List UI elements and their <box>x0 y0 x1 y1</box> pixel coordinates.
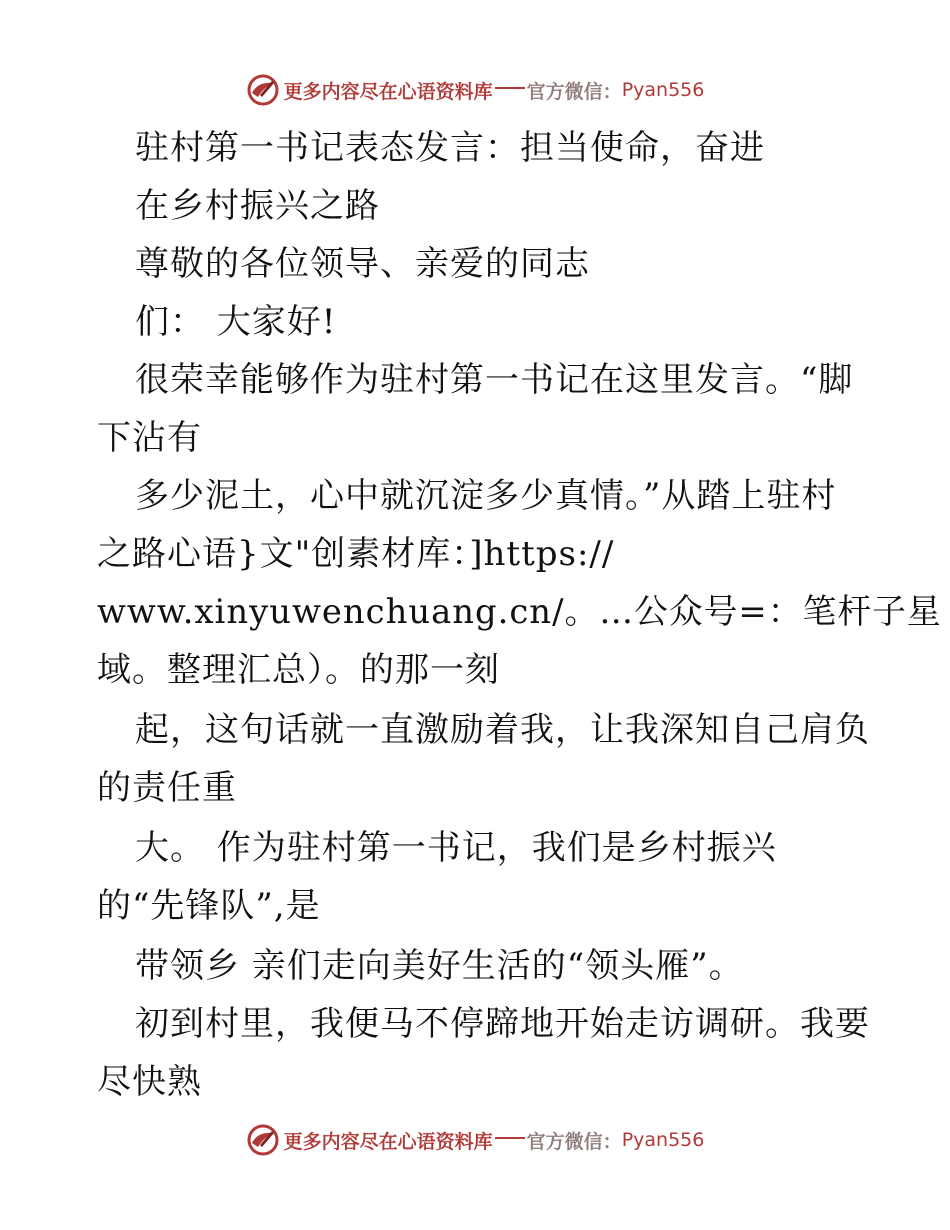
body-line: 带领乡 亲们走向美好生活的“领头雁”。 <box>135 946 744 986</box>
body-line: 尊敬的各位领导、亲爱的同志 <box>135 244 590 284</box>
body-line: 在乡村振兴之路 <box>135 186 380 226</box>
footer-separator <box>495 1137 525 1139</box>
body-line: 大。 作为驻村第一书记，我们是乡村振兴 <box>135 828 777 868</box>
body-line: 起，这句话就一直激励着我，让我深知自己肩负 <box>135 710 870 750</box>
body-line: 尽快熟 <box>97 1062 202 1102</box>
body-line: 们： 大家好! <box>135 302 337 342</box>
header-brand-text: 更多内容尽在心语资料库 <box>283 80 493 103</box>
header-wechat-id: Pyan556 <box>621 79 705 101</box>
footer-brand-text: 更多内容尽在心语资料库 <box>283 1130 493 1153</box>
pen-logo-icon <box>246 1123 280 1157</box>
footer-wechat-label: 官方微信： <box>526 1130 622 1153</box>
footer-wechat-id: Pyan556 <box>621 1129 705 1151</box>
body-line: 之路心语}文"创素材库：]https:// <box>97 534 615 574</box>
footer-banner <box>0 1118 950 1162</box>
body-line: 驻村第一书记表态发言：担当使命，奋进 <box>135 128 765 168</box>
body-line: 初到村里，我便马不停蹄地开始走访调研。我要 <box>135 1004 870 1044</box>
header-wechat-label: 官方微信： <box>526 80 622 103</box>
body-line: 下沾有 <box>97 418 202 458</box>
body-line: www.xinyuwenchuang.cn/。…公众号=：笔杆子星 <box>97 592 942 632</box>
body-line: 很荣幸能够作为驻村第一书记在这里发言。“脚 <box>135 360 854 400</box>
body-line: 多少泥土，心中就沉淀多少真情。”从踏上驻村 <box>135 476 837 516</box>
body-line: 域。整理汇总）。的那一刻 <box>97 650 500 690</box>
body-line: 的责任重 <box>97 768 237 808</box>
body-line: 的“先锋队”,是 <box>97 886 321 926</box>
